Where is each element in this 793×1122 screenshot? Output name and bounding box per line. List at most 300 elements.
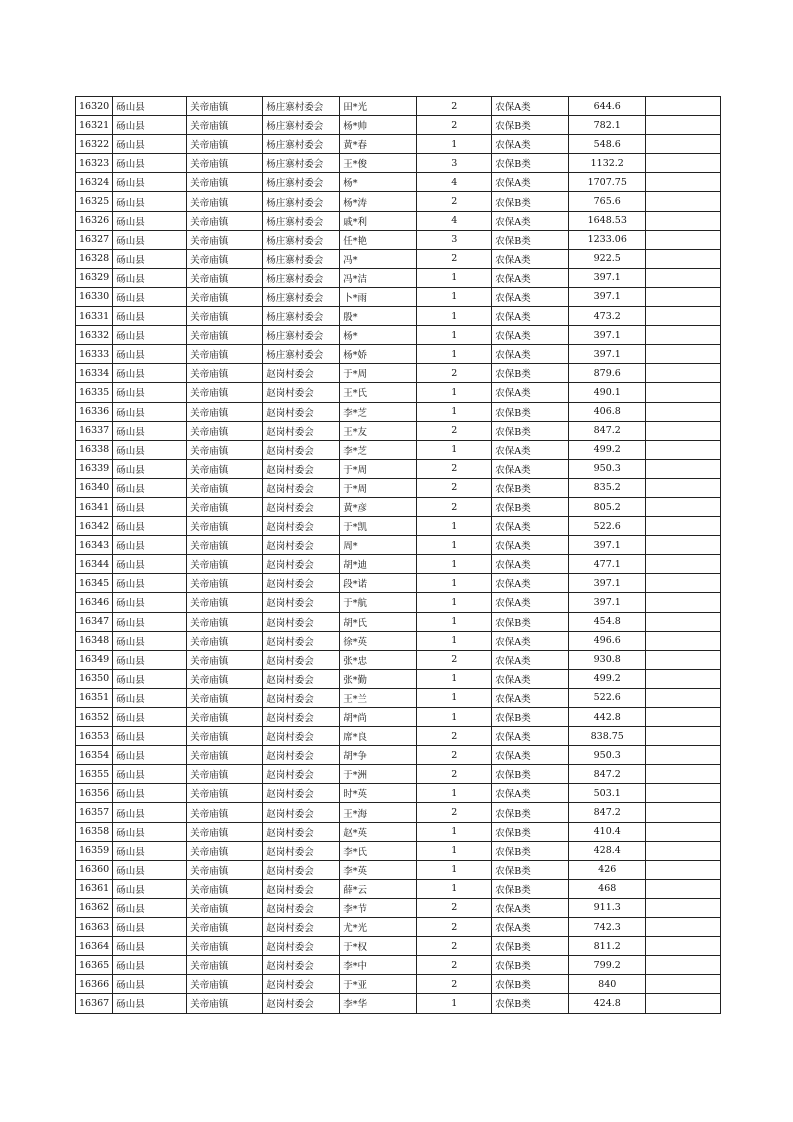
town-cell: 关帝庙镇	[187, 326, 263, 345]
insurance-category-cell: 农保A类	[492, 268, 569, 287]
insurance-category-cell: 农保B类	[492, 956, 569, 975]
table-row	[76, 135, 721, 154]
amount-cell: 454.8	[569, 612, 646, 631]
remarks-cell	[646, 669, 721, 688]
record-number-cell: 16336	[76, 402, 113, 421]
record-number-cell: 16362	[76, 898, 113, 917]
table-row	[76, 669, 721, 688]
village-committee-cell: 赵岗村委会	[263, 612, 340, 631]
village-committee-cell: 赵岗村委会	[263, 994, 340, 1013]
remarks-cell	[646, 612, 721, 631]
county-cell: 砀山县	[113, 307, 187, 326]
village-committee-cell: 赵岗村委会	[263, 746, 340, 765]
household-size-cell: 4	[417, 173, 492, 192]
county-cell: 砀山县	[113, 765, 187, 784]
town-cell: 关帝庙镇	[187, 765, 263, 784]
insurance-category-cell: 农保A类	[492, 593, 569, 612]
remarks-cell	[646, 307, 721, 326]
remarks-cell	[646, 688, 721, 707]
record-number-cell: 16337	[76, 421, 113, 440]
household-size-cell: 1	[417, 307, 492, 326]
relief-roster-table	[75, 96, 721, 1014]
county-cell: 砀山县	[113, 975, 187, 994]
household-size-cell: 1	[417, 287, 492, 306]
remarks-cell	[646, 326, 721, 345]
household-size-cell: 2	[417, 803, 492, 822]
table-row	[76, 116, 721, 135]
amount-cell: 805.2	[569, 497, 646, 516]
village-committee-cell: 杨庄寨村委会	[263, 116, 340, 135]
recipient-name-cell: 胡*尚	[340, 708, 417, 727]
table-row	[76, 612, 721, 631]
village-committee-cell: 赵岗村委会	[263, 879, 340, 898]
amount-cell: 911.3	[569, 898, 646, 917]
insurance-category-cell: 农保A类	[492, 383, 569, 402]
town-cell: 关帝庙镇	[187, 536, 263, 555]
town-cell: 关帝庙镇	[187, 421, 263, 440]
town-cell: 关帝庙镇	[187, 841, 263, 860]
village-committee-cell: 赵岗村委会	[263, 860, 340, 879]
county-cell: 砀山县	[113, 459, 187, 478]
table-row	[76, 192, 721, 211]
table-row	[76, 536, 721, 555]
village-committee-cell: 赵岗村委会	[263, 708, 340, 727]
county-cell: 砀山县	[113, 345, 187, 364]
table-row	[76, 459, 721, 478]
record-number-cell: 16326	[76, 211, 113, 230]
recipient-name-cell: 冯*	[340, 249, 417, 268]
county-cell: 砀山县	[113, 650, 187, 669]
village-committee-cell: 赵岗村委会	[263, 937, 340, 956]
recipient-name-cell: 薛*云	[340, 879, 417, 898]
remarks-cell	[646, 154, 721, 173]
amount-cell: 799.2	[569, 956, 646, 975]
amount-cell: 838.75	[569, 727, 646, 746]
county-cell: 砀山县	[113, 956, 187, 975]
village-committee-cell: 赵岗村委会	[263, 688, 340, 707]
insurance-category-cell: 农保A类	[492, 669, 569, 688]
record-number-cell: 16347	[76, 612, 113, 631]
county-cell: 砀山县	[113, 708, 187, 727]
remarks-cell	[646, 822, 721, 841]
town-cell: 关帝庙镇	[187, 402, 263, 421]
amount-cell: 930.8	[569, 650, 646, 669]
amount-cell: 950.3	[569, 459, 646, 478]
household-size-cell: 1	[417, 841, 492, 860]
record-number-cell: 16342	[76, 517, 113, 536]
household-size-cell: 1	[417, 994, 492, 1013]
town-cell: 关帝庙镇	[187, 803, 263, 822]
table-row	[76, 230, 721, 249]
amount-cell: 424.8	[569, 994, 646, 1013]
record-number-cell: 16348	[76, 631, 113, 650]
town-cell: 关帝庙镇	[187, 287, 263, 306]
village-committee-cell: 杨庄寨村委会	[263, 268, 340, 287]
table-row	[76, 898, 721, 917]
village-committee-cell: 杨庄寨村委会	[263, 326, 340, 345]
table-row	[76, 631, 721, 650]
remarks-cell	[646, 249, 721, 268]
village-committee-cell: 赵岗村委会	[263, 459, 340, 478]
record-number-cell: 16365	[76, 956, 113, 975]
amount-cell: 522.6	[569, 688, 646, 707]
household-size-cell: 1	[417, 536, 492, 555]
amount-cell: 397.1	[569, 536, 646, 555]
household-size-cell: 2	[417, 364, 492, 383]
remarks-cell	[646, 459, 721, 478]
table-row	[76, 421, 721, 440]
remarks-cell	[646, 994, 721, 1013]
recipient-name-cell: 李*中	[340, 956, 417, 975]
table-row	[76, 860, 721, 879]
table-row	[76, 249, 721, 268]
insurance-category-cell: 农保A类	[492, 459, 569, 478]
insurance-category-cell: 农保A类	[492, 440, 569, 459]
household-size-cell: 1	[417, 688, 492, 707]
record-number-cell: 16338	[76, 440, 113, 459]
village-committee-cell: 赵岗村委会	[263, 402, 340, 421]
village-committee-cell: 赵岗村委会	[263, 555, 340, 574]
recipient-name-cell: 杨*娇	[340, 345, 417, 364]
record-number-cell: 16321	[76, 116, 113, 135]
household-size-cell: 2	[417, 497, 492, 516]
remarks-cell	[646, 937, 721, 956]
insurance-category-cell: 农保A类	[492, 918, 569, 937]
household-size-cell: 1	[417, 383, 492, 402]
recipient-name-cell: 于*洲	[340, 765, 417, 784]
recipient-name-cell: 于*航	[340, 593, 417, 612]
village-committee-cell: 赵岗村委会	[263, 593, 340, 612]
amount-cell: 499.2	[569, 669, 646, 688]
table-row	[76, 593, 721, 612]
county-cell: 砀山县	[113, 517, 187, 536]
amount-cell: 835.2	[569, 478, 646, 497]
record-number-cell: 16346	[76, 593, 113, 612]
insurance-category-cell: 农保A类	[492, 536, 569, 555]
household-size-cell: 1	[417, 268, 492, 287]
amount-cell: 406.8	[569, 402, 646, 421]
town-cell: 关帝庙镇	[187, 631, 263, 650]
town-cell: 关帝庙镇	[187, 497, 263, 516]
remarks-cell	[646, 345, 721, 364]
village-committee-cell: 杨庄寨村委会	[263, 345, 340, 364]
table-row	[76, 765, 721, 784]
town-cell: 关帝庙镇	[187, 956, 263, 975]
county-cell: 砀山县	[113, 421, 187, 440]
insurance-category-cell: 农保A类	[492, 746, 569, 765]
county-cell: 砀山县	[113, 154, 187, 173]
county-cell: 砀山县	[113, 326, 187, 345]
household-size-cell: 1	[417, 631, 492, 650]
county-cell: 砀山县	[113, 135, 187, 154]
insurance-category-cell: 农保B类	[492, 192, 569, 211]
village-committee-cell: 赵岗村委会	[263, 898, 340, 917]
recipient-name-cell: 殷*	[340, 307, 417, 326]
town-cell: 关帝庙镇	[187, 268, 263, 287]
amount-cell: 847.2	[569, 803, 646, 822]
table-row	[76, 555, 721, 574]
town-cell: 关帝庙镇	[187, 918, 263, 937]
table-row	[76, 345, 721, 364]
household-size-cell: 2	[417, 937, 492, 956]
recipient-name-cell: 卜*雨	[340, 287, 417, 306]
county-cell: 砀山县	[113, 669, 187, 688]
recipient-name-cell: 杨*	[340, 326, 417, 345]
town-cell: 关帝庙镇	[187, 192, 263, 211]
insurance-category-cell: 农保A类	[492, 135, 569, 154]
recipient-name-cell: 席*良	[340, 727, 417, 746]
remarks-cell	[646, 440, 721, 459]
village-committee-cell: 赵岗村委会	[263, 727, 340, 746]
remarks-cell	[646, 555, 721, 574]
household-size-cell: 2	[417, 116, 492, 135]
record-number-cell: 16335	[76, 383, 113, 402]
insurance-category-cell: 农保B类	[492, 765, 569, 784]
remarks-cell	[646, 708, 721, 727]
village-committee-cell: 赵岗村委会	[263, 478, 340, 497]
county-cell: 砀山县	[113, 631, 187, 650]
record-number-cell: 16358	[76, 822, 113, 841]
county-cell: 砀山县	[113, 478, 187, 497]
household-size-cell: 2	[417, 478, 492, 497]
town-cell: 关帝庙镇	[187, 211, 263, 230]
remarks-cell	[646, 593, 721, 612]
record-number-cell: 16364	[76, 937, 113, 956]
amount-cell: 473.2	[569, 307, 646, 326]
recipient-name-cell: 于*权	[340, 937, 417, 956]
household-size-cell: 1	[417, 135, 492, 154]
household-size-cell: 1	[417, 326, 492, 345]
town-cell: 关帝庙镇	[187, 746, 263, 765]
table-row	[76, 364, 721, 383]
remarks-cell	[646, 230, 721, 249]
county-cell: 砀山县	[113, 574, 187, 593]
town-cell: 关帝庙镇	[187, 383, 263, 402]
amount-cell: 397.1	[569, 326, 646, 345]
household-size-cell: 1	[417, 574, 492, 593]
amount-cell: 397.1	[569, 593, 646, 612]
amount-cell: 426	[569, 860, 646, 879]
recipient-name-cell: 李*芝	[340, 440, 417, 459]
insurance-category-cell: 农保A类	[492, 345, 569, 364]
remarks-cell	[646, 421, 721, 440]
amount-cell: 742.3	[569, 918, 646, 937]
table-body	[76, 97, 721, 1014]
remarks-cell	[646, 383, 721, 402]
remarks-cell	[646, 746, 721, 765]
amount-cell: 397.1	[569, 345, 646, 364]
table-row	[76, 975, 721, 994]
recipient-name-cell: 李*华	[340, 994, 417, 1013]
recipient-name-cell: 杨*	[340, 173, 417, 192]
county-cell: 砀山县	[113, 497, 187, 516]
remarks-cell	[646, 211, 721, 230]
town-cell: 关帝庙镇	[187, 975, 263, 994]
table-row	[76, 173, 721, 192]
remarks-cell	[646, 975, 721, 994]
record-number-cell: 16325	[76, 192, 113, 211]
household-size-cell: 4	[417, 211, 492, 230]
recipient-name-cell: 于*亚	[340, 975, 417, 994]
town-cell: 关帝庙镇	[187, 345, 263, 364]
recipient-name-cell: 张*勤	[340, 669, 417, 688]
county-cell: 砀山县	[113, 612, 187, 631]
village-committee-cell: 赵岗村委会	[263, 497, 340, 516]
village-committee-cell: 杨庄寨村委会	[263, 135, 340, 154]
table-row	[76, 918, 721, 937]
record-number-cell: 16351	[76, 688, 113, 707]
remarks-cell	[646, 97, 721, 116]
remarks-cell	[646, 898, 721, 917]
village-committee-cell: 杨庄寨村委会	[263, 192, 340, 211]
recipient-name-cell: 尤*光	[340, 918, 417, 937]
remarks-cell	[646, 173, 721, 192]
village-committee-cell: 杨庄寨村委会	[263, 307, 340, 326]
insurance-category-cell: 农保B类	[492, 937, 569, 956]
record-number-cell: 16352	[76, 708, 113, 727]
amount-cell: 410.4	[569, 822, 646, 841]
town-cell: 关帝庙镇	[187, 937, 263, 956]
insurance-category-cell: 农保A类	[492, 326, 569, 345]
county-cell: 砀山县	[113, 192, 187, 211]
recipient-name-cell: 张*忠	[340, 650, 417, 669]
household-size-cell: 1	[417, 708, 492, 727]
household-size-cell: 1	[417, 879, 492, 898]
household-size-cell: 2	[417, 249, 492, 268]
remarks-cell	[646, 364, 721, 383]
amount-cell: 765.6	[569, 192, 646, 211]
town-cell: 关帝庙镇	[187, 478, 263, 497]
table-row	[76, 708, 721, 727]
village-committee-cell: 赵岗村委会	[263, 784, 340, 803]
record-number-cell: 16355	[76, 765, 113, 784]
remarks-cell	[646, 497, 721, 516]
record-number-cell: 16329	[76, 268, 113, 287]
village-committee-cell: 赵岗村委会	[263, 918, 340, 937]
insurance-category-cell: 农保B类	[492, 154, 569, 173]
recipient-name-cell: 王*友	[340, 421, 417, 440]
table-row	[76, 307, 721, 326]
table-row	[76, 154, 721, 173]
town-cell: 关帝庙镇	[187, 135, 263, 154]
record-number-cell: 16328	[76, 249, 113, 268]
county-cell: 砀山县	[113, 536, 187, 555]
insurance-category-cell: 农保A类	[492, 784, 569, 803]
county-cell: 砀山县	[113, 822, 187, 841]
table-row	[76, 97, 721, 116]
amount-cell: 811.2	[569, 937, 646, 956]
table-row	[76, 937, 721, 956]
insurance-category-cell: 农保B类	[492, 421, 569, 440]
town-cell: 关帝庙镇	[187, 154, 263, 173]
record-number-cell: 16340	[76, 478, 113, 497]
household-size-cell: 2	[417, 975, 492, 994]
insurance-category-cell: 农保B类	[492, 364, 569, 383]
village-committee-cell: 赵岗村委会	[263, 822, 340, 841]
household-size-cell: 1	[417, 612, 492, 631]
recipient-name-cell: 黄*彦	[340, 497, 417, 516]
insurance-category-cell: 农保B类	[492, 478, 569, 497]
recipient-name-cell: 王*兰	[340, 688, 417, 707]
recipient-name-cell: 王*俊	[340, 154, 417, 173]
recipient-name-cell: 周*	[340, 536, 417, 555]
recipient-name-cell: 于*周	[340, 478, 417, 497]
amount-cell: 397.1	[569, 574, 646, 593]
county-cell: 砀山县	[113, 898, 187, 917]
county-cell: 砀山县	[113, 937, 187, 956]
amount-cell: 1648.53	[569, 211, 646, 230]
household-size-cell: 1	[417, 402, 492, 421]
record-number-cell: 16349	[76, 650, 113, 669]
village-committee-cell: 赵岗村委会	[263, 631, 340, 650]
table-row	[76, 574, 721, 593]
village-committee-cell: 杨庄寨村委会	[263, 154, 340, 173]
village-committee-cell: 杨庄寨村委会	[263, 249, 340, 268]
village-committee-cell: 杨庄寨村委会	[263, 211, 340, 230]
table-row	[76, 822, 721, 841]
table-row	[76, 326, 721, 345]
county-cell: 砀山县	[113, 440, 187, 459]
insurance-category-cell: 农保A类	[492, 173, 569, 192]
village-committee-cell: 杨庄寨村委会	[263, 230, 340, 249]
county-cell: 砀山县	[113, 994, 187, 1013]
insurance-category-cell: 农保A类	[492, 307, 569, 326]
amount-cell: 442.8	[569, 708, 646, 727]
village-committee-cell: 赵岗村委会	[263, 803, 340, 822]
amount-cell: 847.2	[569, 421, 646, 440]
household-size-cell: 2	[417, 650, 492, 669]
village-committee-cell: 赵岗村委会	[263, 650, 340, 669]
record-number-cell: 16366	[76, 975, 113, 994]
record-number-cell: 16360	[76, 860, 113, 879]
insurance-category-cell: 农保A类	[492, 287, 569, 306]
village-committee-cell: 杨庄寨村委会	[263, 173, 340, 192]
household-size-cell: 2	[417, 765, 492, 784]
remarks-cell	[646, 727, 721, 746]
insurance-category-cell: 农保A类	[492, 555, 569, 574]
recipient-name-cell: 杨*帅	[340, 116, 417, 135]
remarks-cell	[646, 116, 721, 135]
recipient-name-cell: 徐*英	[340, 631, 417, 650]
remarks-cell	[646, 287, 721, 306]
village-committee-cell: 赵岗村委会	[263, 364, 340, 383]
insurance-category-cell: 农保B类	[492, 497, 569, 516]
table-row	[76, 440, 721, 459]
table-row	[76, 287, 721, 306]
amount-cell: 428.4	[569, 841, 646, 860]
record-number-cell: 16354	[76, 746, 113, 765]
record-number-cell: 16341	[76, 497, 113, 516]
record-number-cell: 16353	[76, 727, 113, 746]
record-number-cell: 16330	[76, 287, 113, 306]
insurance-category-cell: 农保B类	[492, 230, 569, 249]
amount-cell: 847.2	[569, 765, 646, 784]
county-cell: 砀山县	[113, 784, 187, 803]
amount-cell: 782.1	[569, 116, 646, 135]
county-cell: 砀山县	[113, 249, 187, 268]
amount-cell: 922.5	[569, 249, 646, 268]
village-committee-cell: 杨庄寨村委会	[263, 97, 340, 116]
town-cell: 关帝庙镇	[187, 669, 263, 688]
insurance-category-cell: 农保B类	[492, 402, 569, 421]
recipient-name-cell: 时*英	[340, 784, 417, 803]
insurance-category-cell: 农保A类	[492, 727, 569, 746]
recipient-name-cell: 赵*英	[340, 822, 417, 841]
county-cell: 砀山县	[113, 879, 187, 898]
county-cell: 砀山县	[113, 593, 187, 612]
town-cell: 关帝庙镇	[187, 459, 263, 478]
amount-cell: 468	[569, 879, 646, 898]
